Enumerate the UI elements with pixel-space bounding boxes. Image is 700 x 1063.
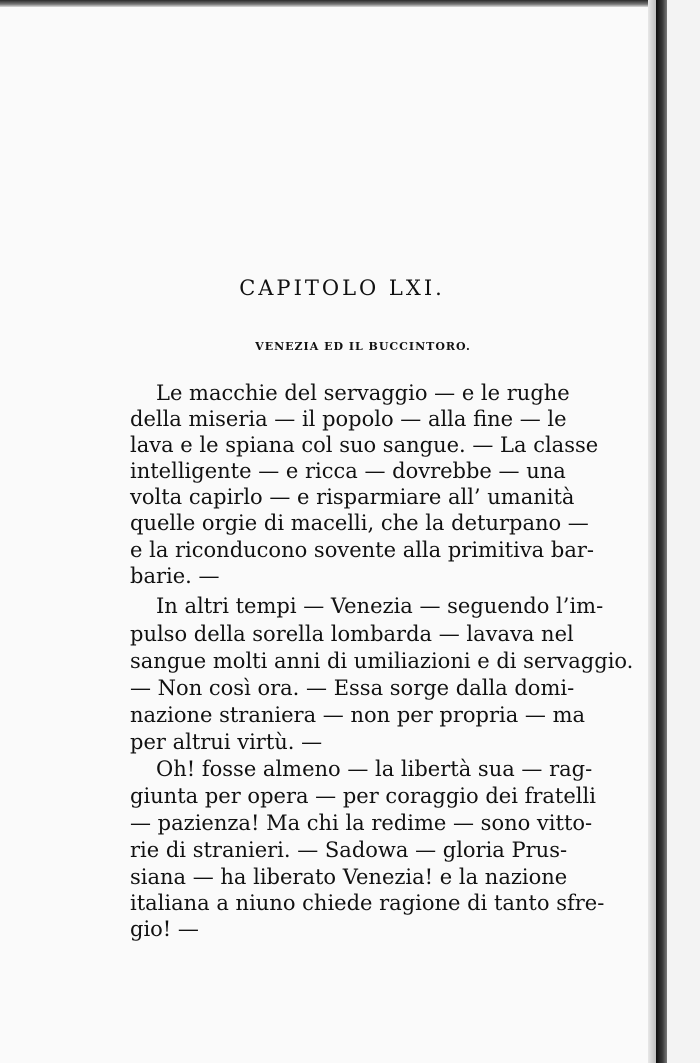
page-spine-shadow bbox=[648, 0, 656, 1063]
text-line: Oh! fosse almeno — la libertà sua — rag- bbox=[156, 757, 593, 781]
text-line: In altri tempi — Venezia — seguendo l’im- bbox=[156, 594, 604, 618]
text-line: lava e le spiana col suo sangue. — La classe bbox=[130, 433, 599, 457]
text-line: volta capirlo — e risparmiare all’ umanità bbox=[130, 485, 575, 509]
text-line: italiana a niuno chiede ragione di tanto sfre- bbox=[130, 891, 605, 915]
text-line: sangue molti anni di umiliazioni e di servaggio. bbox=[130, 649, 634, 673]
text-line: — pazienza! Ma chi la redime — sono vitto- bbox=[130, 811, 593, 835]
text-line: nazione straniera — non per propria — ma bbox=[130, 703, 586, 727]
book-right-edge bbox=[656, 0, 667, 1063]
scan-margin bbox=[667, 0, 700, 1063]
text-line: per altrui virtù. — bbox=[130, 730, 323, 754]
text-line: Le macchie del servaggio — e le rughe bbox=[156, 381, 570, 405]
text-line: della miseria — il popolo — alla fine — le bbox=[130, 407, 567, 431]
text-line: rie di stranieri. — Sadowa — gloria Prus- bbox=[130, 838, 568, 862]
text-line: gio! — bbox=[130, 917, 199, 941]
chapter-subtitle: VENEZIA ED IL BUCCINTORO. bbox=[255, 340, 471, 353]
page-top-edge bbox=[0, 0, 660, 7]
chapter-title: CAPITOLO LXI. bbox=[239, 276, 445, 300]
text-line: siana — ha liberato Venezia! e la nazione bbox=[130, 865, 568, 889]
text-line: barie. — bbox=[130, 564, 220, 588]
text-line: e la riconducono sovente alla primitiva bar- bbox=[130, 538, 594, 562]
text-line: quelle orgie di macelli, che la deturpano — bbox=[130, 511, 589, 535]
text-line: — Non così ora. — Essa sorge dalla domi- bbox=[130, 676, 575, 700]
text-line: intelligente — e ricca — dovrebbe — una bbox=[130, 459, 566, 483]
text-line: giunta per opera — per coraggio dei fratelli bbox=[130, 784, 596, 808]
text-line: pulso della sorella lombarda — lavava nel bbox=[130, 622, 574, 646]
